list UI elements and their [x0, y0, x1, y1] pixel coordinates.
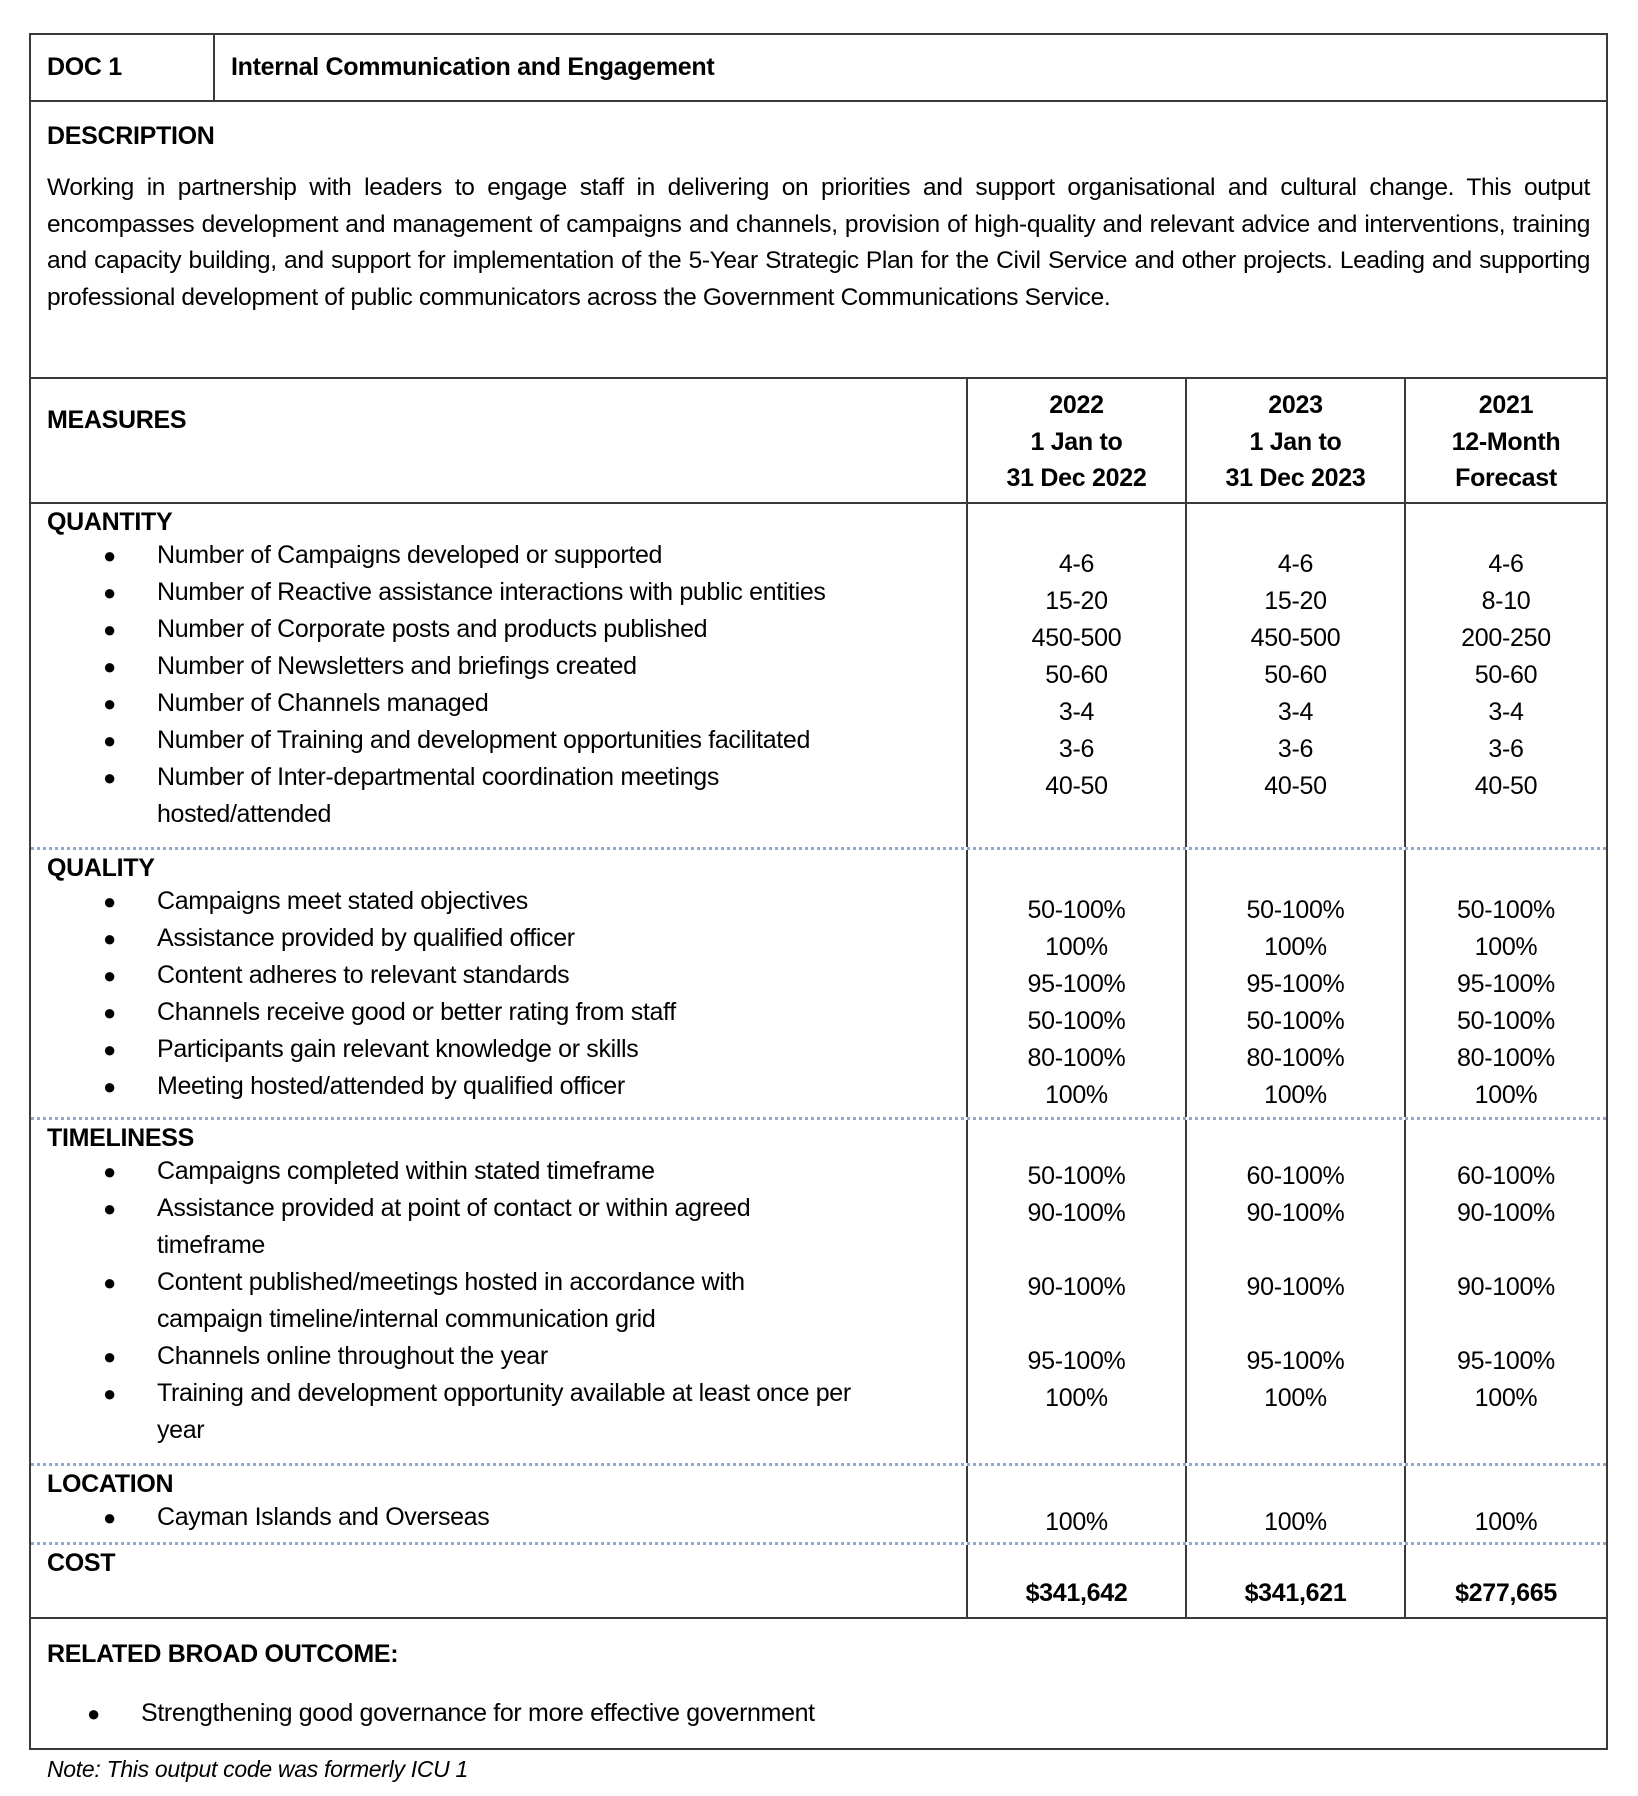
- list-item: [47, 1375, 926, 1449]
- value-cell: 15-20: [1264, 587, 1327, 615]
- bullet-icon: ●: [103, 1505, 116, 1530]
- value-cell: 3-6: [1488, 735, 1524, 763]
- measure-text: Training and development opportunity available at least once per year: [157, 1379, 851, 1444]
- list-item: [47, 920, 966, 957]
- bullet-icon: ●: [103, 1381, 116, 1406]
- bullet-icon: ●: [103, 1037, 116, 1062]
- measure-text: Content adheres to relevant standards: [157, 961, 570, 989]
- column-header-year: 2021: [1478, 391, 1534, 419]
- spacer: [1406, 1232, 1606, 1269]
- bullet-icon: ●: [103, 1074, 116, 1099]
- column-header-period-end: 31 Dec 2022: [1006, 464, 1147, 492]
- bullet-icon: ●: [103, 691, 116, 716]
- quality-values-2021-forecast: [1406, 850, 1606, 1117]
- list-item: [47, 722, 966, 759]
- spacer: [968, 1232, 1185, 1269]
- value-cell: 90-100%: [1027, 1273, 1126, 1301]
- value-cell: 50-100%: [1027, 1007, 1126, 1035]
- list-item: [47, 574, 966, 611]
- value-cell: 50-100%: [1027, 896, 1126, 924]
- quality-section: [31, 850, 1606, 1120]
- list-item: [47, 957, 966, 994]
- list-item: [47, 1338, 926, 1375]
- value-cell: 100%: [1264, 1081, 1327, 1109]
- value-cell: 80-100%: [1246, 1044, 1345, 1072]
- section-label-quality: QUALITY: [47, 854, 155, 882]
- timeliness-values-2021-forecast: [1406, 1120, 1606, 1463]
- measure-text: Channels online throughout the year: [157, 1342, 548, 1370]
- location-value-2021-forecast: [1406, 1466, 1606, 1542]
- column-header-2022: [968, 379, 1187, 502]
- value-cell: 90-100%: [1246, 1273, 1345, 1301]
- value-cell: 15-20: [1045, 587, 1108, 615]
- section-label-cost: COST: [47, 1549, 116, 1577]
- value-cell: 80-100%: [1457, 1044, 1555, 1072]
- cost-value: $341,642: [1025, 1579, 1128, 1607]
- output-code: DOC 1: [31, 35, 215, 100]
- column-header-year: 2023: [1268, 391, 1323, 419]
- list-item: [47, 1190, 926, 1264]
- cost-value: $341,621: [1244, 1579, 1347, 1607]
- value-cell: 3-4: [1058, 698, 1095, 726]
- value-cell: 100%: [1474, 1384, 1538, 1412]
- quality-measures: [31, 850, 968, 1117]
- value-cell: 50-100%: [1027, 1162, 1126, 1190]
- list-item: [47, 648, 966, 685]
- column-header-period-end: Forecast: [1455, 464, 1557, 492]
- value-cell: 40-50: [1045, 772, 1108, 800]
- value-cell: 4-6: [1277, 550, 1314, 578]
- value-cell: 3-4: [1277, 698, 1314, 726]
- location-list: [47, 1499, 966, 1536]
- column-header-period-start: 12-Month: [1451, 427, 1561, 456]
- cost-value-2022: [968, 1545, 1187, 1617]
- measure-text: Assistance provided by qualified officer: [157, 924, 575, 952]
- location-value-2022: [968, 1466, 1187, 1542]
- value-cell: 90-100%: [1027, 1199, 1126, 1227]
- outcome-heading: RELATED BROAD OUTCOME:: [47, 1640, 399, 1668]
- measures-grid: [31, 379, 1606, 1617]
- spacer: [1406, 1306, 1606, 1343]
- bullet-icon: ●: [87, 1701, 100, 1726]
- outcome-text: Strengthening good governance for more effective government: [141, 1699, 815, 1727]
- outcome-list: [47, 1695, 1590, 1732]
- value-cell: 100%: [1264, 1508, 1327, 1536]
- value-cell: 100%: [1264, 1384, 1327, 1412]
- quantity-values-2021-forecast: [1406, 504, 1606, 847]
- timeliness-values-2023: [1187, 1120, 1406, 1463]
- value-cell: 450-500: [1031, 624, 1122, 652]
- bullet-icon: ●: [103, 1270, 116, 1295]
- measure-text: Meeting hosted/attended by qualified officer: [157, 1072, 625, 1100]
- bullet-icon: ●: [103, 1344, 116, 1369]
- list-item: [47, 883, 966, 920]
- column-header-period-start: 1 Jan to: [1249, 427, 1342, 456]
- cost-section: [31, 1545, 1606, 1617]
- location-value-2023: [1187, 1466, 1406, 1542]
- value-cell: 50-100%: [1246, 1007, 1345, 1035]
- quantity-values-2023: [1187, 504, 1406, 847]
- value-cell: 3-6: [1058, 735, 1095, 763]
- value-cell: 4-6: [1488, 550, 1524, 578]
- value-cell: 50-60: [1045, 661, 1108, 689]
- timeliness-measures: [31, 1120, 968, 1463]
- value-cell: 100%: [1045, 1508, 1108, 1536]
- spacer: [968, 1306, 1185, 1343]
- bullet-icon: ●: [103, 1159, 116, 1184]
- value-cell: 90-100%: [1457, 1199, 1555, 1227]
- value-cell: 95-100%: [1457, 970, 1555, 998]
- description-text: Working in partnership with leaders to engage staff in delivering on priorities and support organisational and cultural change. This output encompasses development and management of campaigns and channels, provision of high-quality and relevant advice and interventions, training and capacity building, and support for implementation of the 5-Year Strategic Plan for the Civil Service and other projects. Leading and supporting professional development of public communicators across the Government Communications Service.: [47, 174, 1590, 311]
- measure-text: Cayman Islands and Overseas: [157, 1503, 490, 1531]
- quality-values-2022: [968, 850, 1187, 1117]
- value-cell: 8-10: [1481, 587, 1531, 615]
- value-cell: 100%: [1045, 1384, 1108, 1412]
- value-cell: 50-100%: [1457, 1007, 1555, 1035]
- list-item: [47, 1068, 966, 1105]
- quantity-list: [47, 537, 966, 833]
- value-cell: 450-500: [1250, 624, 1341, 652]
- measure-text: Content published/meetings hosted in accordance with campaign timeline/internal communication grid: [157, 1268, 745, 1333]
- measure-text: Number of Newsletters and briefings created: [157, 652, 637, 680]
- column-header-2021-forecast: [1406, 379, 1606, 502]
- measures-header-row: [31, 379, 1606, 504]
- measure-text: Assistance provided at point of contact or within agreed timeframe: [157, 1194, 751, 1259]
- measure-text: Channels receive good or better rating from staff: [157, 998, 676, 1026]
- column-header-year: 2022: [1049, 391, 1104, 419]
- related-outcome-section: [31, 1617, 1606, 1748]
- bullet-icon: ●: [103, 543, 116, 568]
- value-cell: 40-50: [1264, 772, 1327, 800]
- value-cell: 50-60: [1264, 661, 1327, 689]
- measure-text: Campaigns meet stated objectives: [157, 887, 528, 915]
- value-cell: 200-250: [1461, 624, 1551, 652]
- list-item: [47, 994, 966, 1031]
- bullet-icon: ●: [103, 889, 116, 914]
- bullet-icon: ●: [103, 617, 116, 642]
- list-item: [47, 685, 966, 722]
- bullet-icon: ●: [103, 580, 116, 605]
- value-cell: 95-100%: [1246, 970, 1345, 998]
- quantity-section: [31, 504, 1606, 850]
- list-item: [47, 1264, 926, 1338]
- value-cell: 90-100%: [1457, 1273, 1555, 1301]
- value-cell: 100%: [1264, 933, 1327, 961]
- output-title: Internal Communication and Engagement: [231, 53, 715, 81]
- bullet-icon: ●: [103, 963, 116, 988]
- measure-text: Participants gain relevant knowledge or skills: [157, 1035, 639, 1063]
- cost-value: $277,665: [1455, 1579, 1557, 1607]
- section-label-quantity: QUANTITY: [47, 508, 173, 536]
- list-item: [47, 759, 966, 833]
- value-cell: 60-100%: [1246, 1162, 1345, 1190]
- list-item: [47, 1153, 926, 1190]
- value-cell: 50-100%: [1246, 896, 1345, 924]
- cost-measures: [31, 1545, 968, 1617]
- value-cell: 3-6: [1277, 735, 1314, 763]
- value-cell: 95-100%: [1027, 970, 1126, 998]
- output-measures-table: [29, 33, 1608, 1750]
- column-header-period-end: 31 Dec 2023: [1225, 464, 1366, 492]
- title-row: [31, 35, 1606, 102]
- measure-text: Number of Campaigns developed or supported: [157, 541, 663, 569]
- cost-value-2021-forecast: [1406, 1545, 1606, 1617]
- bullet-icon: ●: [103, 1196, 116, 1221]
- section-label-location: LOCATION: [47, 1470, 174, 1498]
- quantity-measures: [31, 504, 968, 847]
- list-item: [47, 611, 966, 648]
- measure-text: Number of Reactive assistance interactions with public entities: [157, 578, 826, 606]
- value-cell: 95-100%: [1027, 1347, 1126, 1375]
- cost-value-2023: [1187, 1545, 1406, 1617]
- value-cell: 50-60: [1474, 661, 1538, 689]
- bullet-icon: ●: [103, 1000, 116, 1025]
- value-cell: 95-100%: [1246, 1347, 1345, 1375]
- measure-text: Number of Channels managed: [157, 689, 489, 717]
- timeliness-values-2022: [968, 1120, 1187, 1463]
- value-cell: 95-100%: [1457, 1347, 1555, 1375]
- quality-values-2023: [1187, 850, 1406, 1117]
- column-header-2023: [1187, 379, 1406, 502]
- value-cell: 100%: [1045, 1081, 1108, 1109]
- description-section: [31, 102, 1606, 379]
- value-cell: 60-100%: [1457, 1162, 1555, 1190]
- spacer: [1187, 1306, 1404, 1343]
- value-cell: 3-4: [1488, 698, 1524, 726]
- value-cell: 100%: [1474, 933, 1538, 961]
- section-label-timeliness: TIMELINESS: [47, 1124, 195, 1152]
- document-page: [29, 33, 1608, 1783]
- list-item: [47, 537, 966, 574]
- measures-heading: MEASURES: [31, 379, 968, 502]
- bullet-icon: ●: [103, 765, 116, 790]
- value-cell: 100%: [1474, 1508, 1538, 1536]
- timeliness-list: [47, 1153, 966, 1449]
- list-item: [47, 1499, 966, 1536]
- column-header-period-start: 1 Jan to: [1030, 427, 1123, 456]
- location-section: [31, 1466, 1606, 1545]
- spacer: [1187, 1232, 1404, 1269]
- measure-text: Number of Inter-departmental coordination meetings hosted/attended: [157, 763, 719, 828]
- measure-text: Number of Corporate posts and products published: [157, 615, 708, 643]
- quality-list: [47, 883, 966, 1105]
- value-cell: 50-100%: [1457, 896, 1555, 924]
- value-cell: 90-100%: [1246, 1199, 1345, 1227]
- measure-text: Campaigns completed within stated timeframe: [157, 1157, 655, 1185]
- bullet-icon: ●: [103, 926, 116, 951]
- value-cell: 100%: [1474, 1081, 1538, 1109]
- quantity-values-2022: [968, 504, 1187, 847]
- value-cell: 40-50: [1474, 772, 1538, 800]
- value-cell: 80-100%: [1027, 1044, 1126, 1072]
- list-item: [47, 1695, 1590, 1732]
- footnote: Note: This output code was formerly ICU 1: [47, 1756, 469, 1782]
- description-heading: DESCRIPTION: [47, 122, 215, 150]
- bullet-icon: ●: [103, 654, 116, 679]
- value-cell: 100%: [1045, 933, 1108, 961]
- bullet-icon: ●: [103, 728, 116, 753]
- timeliness-section: [31, 1120, 1606, 1466]
- measure-text: Number of Training and development opportunities facilitated: [157, 726, 811, 754]
- location-measures: [31, 1466, 968, 1542]
- list-item: [47, 1031, 966, 1068]
- value-cell: 4-6: [1058, 550, 1095, 578]
